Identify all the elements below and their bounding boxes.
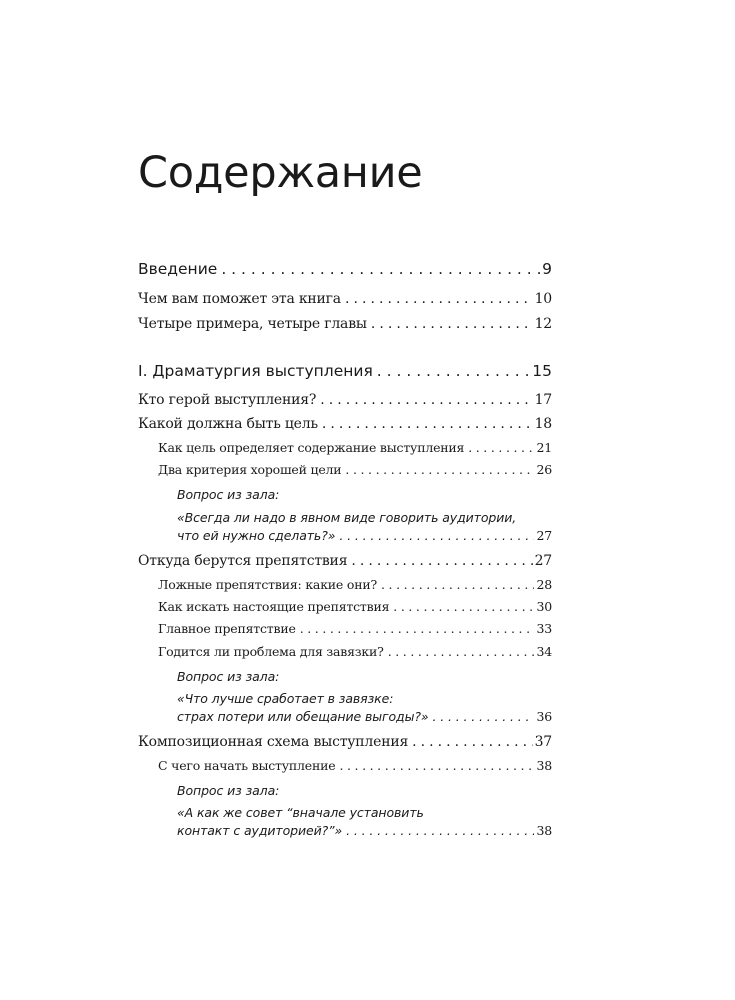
toc-entry-page: 33 <box>536 621 552 636</box>
toc-entry-label: Два критерия хорошей цели <box>158 462 342 477</box>
toc-entry-label: контакт с аудиторией?”» <box>177 823 343 838</box>
toc-entry-page: 38 <box>536 823 552 838</box>
toc-entry-label: I. Драматургия выступления <box>138 362 373 380</box>
toc-entry-label: Ложные препятствия: какие они? <box>158 577 377 592</box>
toc-entry-label: что ей нужно сделать?» <box>177 528 336 543</box>
toc-entry-page: 36 <box>536 709 552 724</box>
dot-leader <box>322 416 533 433</box>
dot-leader <box>371 316 533 333</box>
toc-entry-page: 9 <box>542 260 552 278</box>
toc-entry-label: Годится ли проблема для завязки? <box>158 644 384 659</box>
audience-question-prefix: Вопрос из зала: <box>177 487 280 502</box>
dot-leader <box>433 709 535 724</box>
toc-entry-obstacles-1 <box>158 577 552 592</box>
audience-question-line: «А как же совет “вначале установить <box>177 805 424 820</box>
toc-entry-label: Откуда берутся препятствия <box>138 553 348 569</box>
audience-question-line: «Всегда ли надо в явном виде говорить аудитории, <box>177 510 517 525</box>
toc-entry-page: 27 <box>534 553 552 569</box>
toc-entry-page: 37 <box>534 734 552 750</box>
dot-leader <box>412 734 532 751</box>
toc-entry-page: 10 <box>534 291 552 307</box>
toc-entry-label: Какой должна быть цель <box>138 416 318 432</box>
toc-entry-label: Композиционная схема выступления <box>138 734 409 750</box>
dot-leader <box>351 553 532 570</box>
toc-entry-composition-1 <box>158 758 552 773</box>
audience-question-prefix: Вопрос из зала: <box>177 669 280 684</box>
toc-entry-intro <box>138 260 552 279</box>
toc-entry-page: 18 <box>534 416 552 432</box>
dot-leader <box>468 440 534 455</box>
dot-leader <box>320 392 532 409</box>
toc-entry-page: 17 <box>534 392 552 408</box>
dot-leader <box>377 362 530 381</box>
toc-entry-label: С чего начать выступление <box>158 758 336 773</box>
toc-entry-page: 30 <box>536 599 552 614</box>
toc-entry-goal-1 <box>158 440 552 455</box>
toc-entry-label: Введение <box>138 260 218 278</box>
toc-entry-hero <box>138 392 552 409</box>
toc-entry-part1 <box>138 362 552 381</box>
toc-entry-label: Кто герой выступления? <box>138 392 317 408</box>
toc-entry-goal-2 <box>158 462 552 477</box>
dot-leader <box>393 599 534 614</box>
dot-leader <box>346 823 534 838</box>
toc-entry-label: Как искать настоящие препятствия <box>158 599 390 614</box>
dot-leader <box>345 291 533 308</box>
toc-entry-label: Как цель определяет содержание выступления <box>158 440 465 455</box>
toc-entry-obstacles <box>138 553 552 570</box>
dot-leader <box>345 462 534 477</box>
dot-leader <box>381 577 534 592</box>
toc-entry-question-1 <box>177 528 552 543</box>
toc-entry-obstacles-3 <box>158 621 552 636</box>
toc-entry-label: страх потери или обещание выгоды?» <box>177 709 429 724</box>
dot-leader <box>221 260 540 279</box>
dot-leader <box>339 758 534 773</box>
toc-entry-label: Главное препятствие <box>158 621 296 636</box>
toc-entry-page: 26 <box>536 462 552 477</box>
toc-entry-page: 21 <box>536 440 552 455</box>
toc-entry-composition <box>138 734 552 751</box>
page-title: Содержание <box>138 148 423 198</box>
toc-entry-obstacles-2 <box>158 599 552 614</box>
toc-entry-question-2 <box>177 709 552 724</box>
audience-question-line: «Что лучше сработает в завязке: <box>177 691 394 706</box>
toc-entry-intro-1 <box>138 291 552 308</box>
toc-entry-page: 38 <box>536 758 552 773</box>
toc-entry-page: 15 <box>532 362 552 380</box>
dot-leader <box>300 621 535 636</box>
toc-entry-page: 27 <box>536 528 552 543</box>
toc-entry-intro-2 <box>138 316 552 333</box>
toc-entry-label: Четыре примера, четыре главы <box>138 316 367 332</box>
toc-entry-page: 28 <box>536 577 552 592</box>
toc-entry-page: 12 <box>534 316 552 332</box>
audience-question-prefix: Вопрос из зала: <box>177 783 280 798</box>
dot-leader <box>339 528 534 543</box>
toc-entry-page: 34 <box>536 644 552 659</box>
toc-entry-goal <box>138 416 552 433</box>
dot-leader <box>388 644 535 659</box>
toc-entry-label: Чем вам поможет эта книга <box>138 291 341 307</box>
toc-entry-question-3 <box>177 823 552 838</box>
toc-entry-obstacles-4 <box>158 644 552 659</box>
